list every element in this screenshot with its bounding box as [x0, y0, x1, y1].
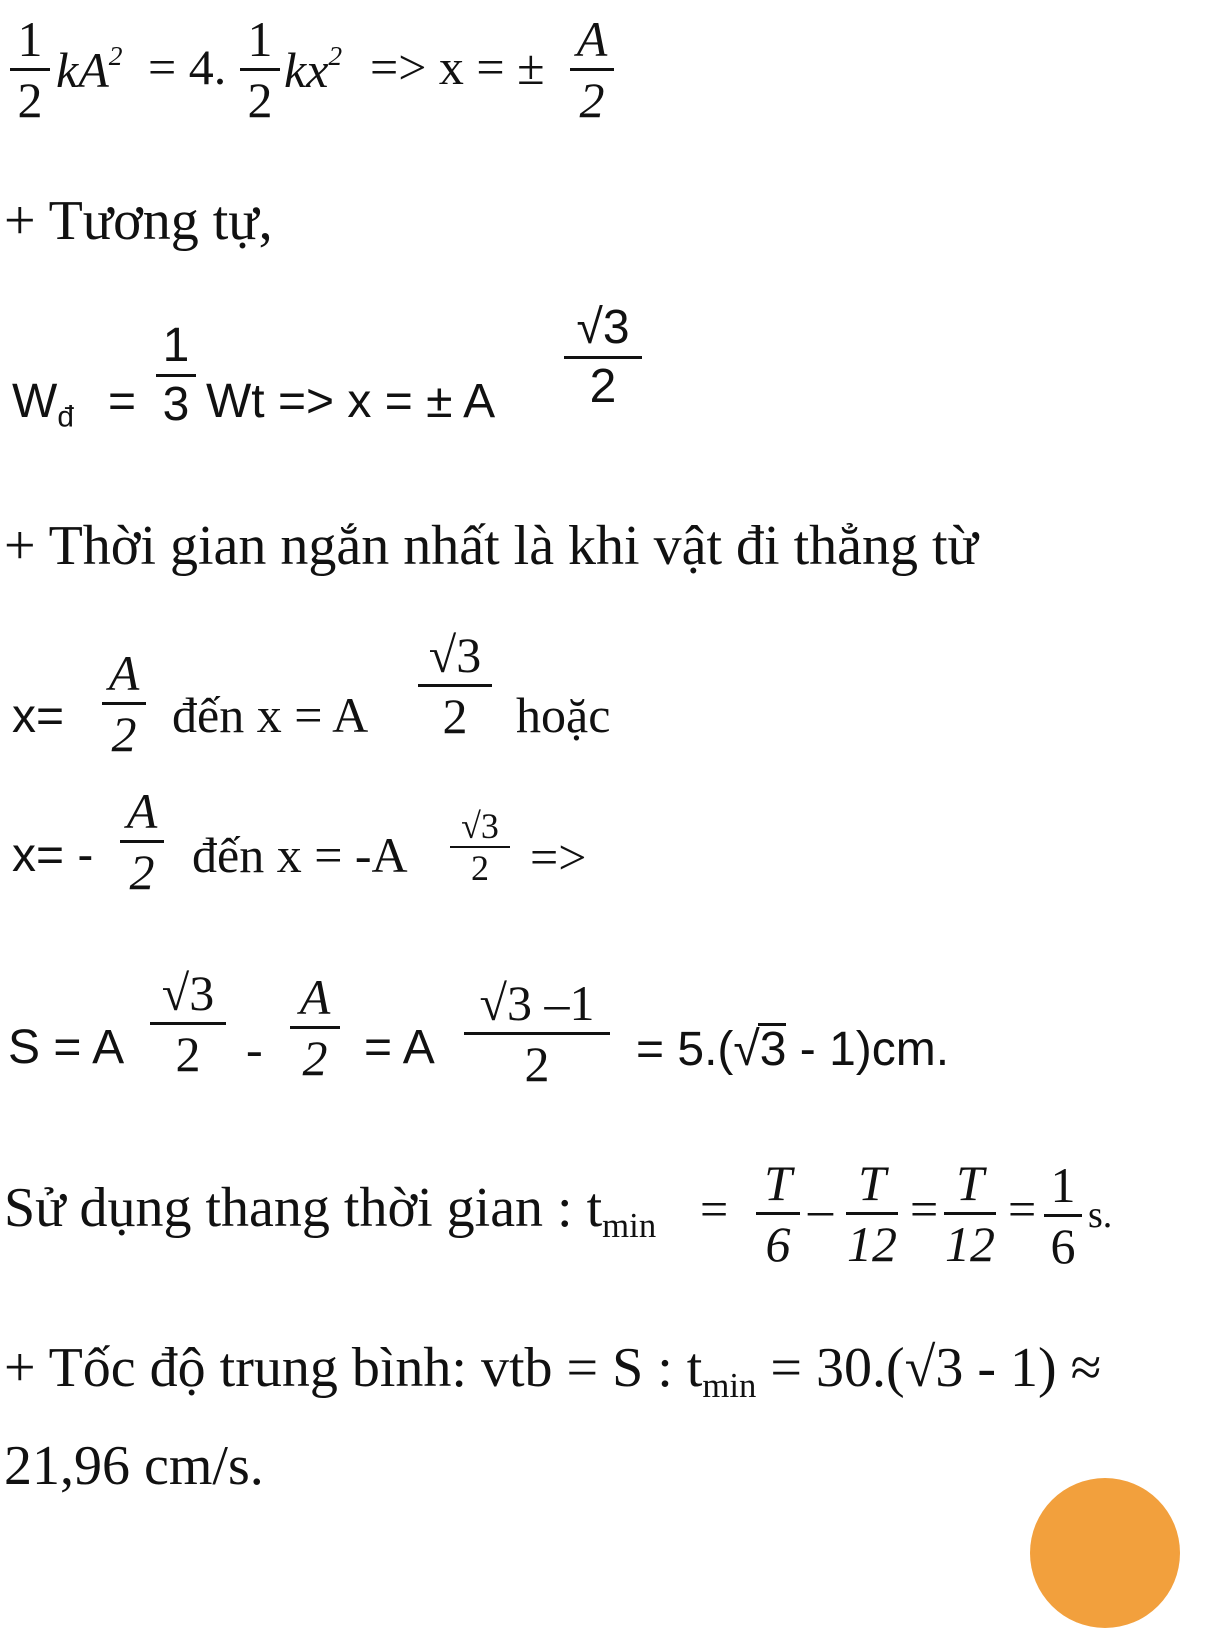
orange-circle-decoration — [1030, 1478, 1180, 1628]
term-kx-squared: $kx^2$ — [284, 40, 343, 98]
text-implies-x: => x = ± — [370, 39, 545, 95]
text-minus-t: – — [808, 1181, 833, 1237]
text-equals-tmin: = — [700, 1181, 729, 1237]
fraction-one-half: 1 2 — [10, 14, 50, 125]
fraction-1-over-6: 1 6 — [1044, 1160, 1082, 1271]
fraction-one-half-2: 1 2 — [240, 14, 280, 125]
text-equals-4: = 4. — [148, 39, 227, 95]
text-equals-3: = — [1008, 1181, 1037, 1237]
text-implies: => — [530, 829, 587, 885]
term-W-d: $W_đ$ — [12, 375, 74, 434]
text-hoac: hoặc — [516, 687, 611, 743]
text-result-speed: 21,96 cm/s. — [4, 1435, 264, 1497]
fraction-sqrt3-over-2-b: √3 2 — [418, 630, 492, 741]
text-average-speed: + Tốc độ trung bình: vtb = S : $t_{min} = 30.(√3 - 1)$ ≈ — [4, 1337, 1102, 1406]
fraction-sqrt3-over-2-small: √3 2 — [450, 808, 510, 886]
text-time-scale: Sử dụng thang thời gian : $t_{min}$ — [4, 1177, 657, 1246]
text-shortest-time: + Thời gian ngắn nhất là khi vật đi thẳng từ — [4, 515, 978, 577]
text-equals: = — [108, 375, 137, 428]
fraction-one-third: 1 3 — [156, 322, 196, 429]
text-x-equals-minus: x= - — [12, 829, 94, 882]
text-tuong-tu: + Tương tự, — [4, 190, 273, 252]
fraction-A-over-2-b: A 2 — [102, 648, 146, 759]
term-kA-squared: $kA^2$ — [56, 40, 123, 98]
text-den-x-negA: đến x = -A — [192, 827, 408, 883]
text-equals-A: = A — [364, 1021, 435, 1074]
fraction-sqrt3-minus-1-over-2: √3 –1 2 — [464, 978, 610, 1089]
text-x-equals: x= — [12, 690, 65, 743]
text-minus: - — [246, 1021, 263, 1077]
text-den-x-A: đến x = A — [172, 687, 369, 743]
fraction-A-over-2: A 2 — [570, 14, 614, 125]
text-S-equals-A: S = A — [8, 1021, 125, 1074]
fraction-T-over-6: T 6 — [756, 1158, 800, 1269]
fraction-A-over-2-c: A 2 — [120, 786, 164, 897]
fraction-sqrt3-over-2-c: √3 2 — [150, 968, 226, 1079]
text-equals-2: = — [910, 1181, 939, 1237]
fraction-T-over-12-b: T 12 — [945, 1155, 995, 1272]
text-wt-implies: Wt => x = ± A — [206, 375, 496, 428]
text-result: = 5.(√3 - 1)cm. — [636, 1023, 950, 1076]
fraction-T-over-12: T 12 — [847, 1155, 897, 1272]
fraction-A-over-2-d: A 2 — [290, 972, 340, 1083]
text-seconds: s. — [1088, 1194, 1113, 1236]
fraction-sqrt3-over-2: √3 2 — [564, 304, 642, 411]
